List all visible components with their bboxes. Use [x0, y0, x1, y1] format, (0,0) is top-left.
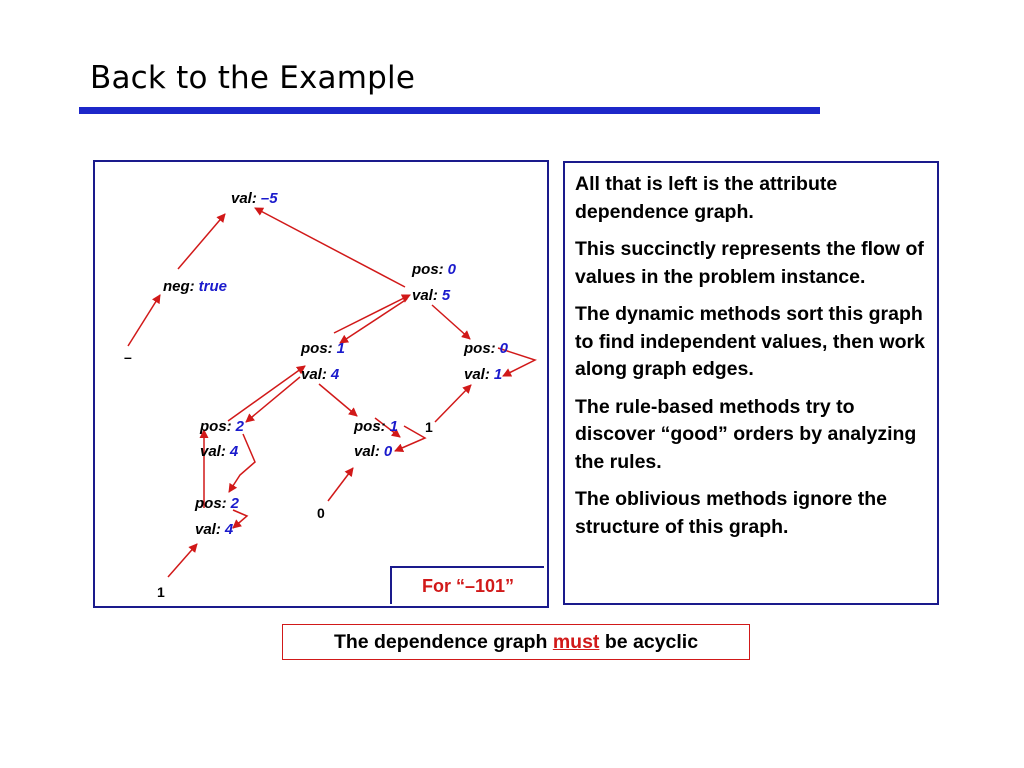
node-n2-val-key: val:	[301, 366, 327, 383]
svg-text:val:4	[301, 366, 340, 383]
edge-one-to-n6	[168, 544, 197, 577]
edge-n6-loop	[233, 510, 247, 528]
node-pos1-val4	[300, 340, 345, 383]
input-string-caption: For “–101”	[390, 566, 544, 604]
node-neg-value: true	[198, 278, 228, 295]
acyclic-note-emphasis: must	[552, 630, 600, 653]
panel-paragraph: The oblivious methods ignore the structure of this graph.	[575, 488, 888, 538]
svg-text:val:–5	[231, 190, 278, 207]
node-n6-val-value: 4	[224, 521, 234, 538]
node-pos0-val5	[411, 261, 457, 304]
node-n6-pos-value: 2	[230, 495, 240, 512]
edge-n2-to-n5pos	[319, 384, 357, 416]
acyclic-note-suffix: be acyclic	[599, 630, 699, 653]
panel-paragraph: The rule-based methods try to discover “good” orders by analyzing the rules.	[575, 395, 917, 473]
node-n4-val-key: val:	[200, 443, 226, 460]
svg-text:val:1	[464, 366, 502, 383]
edge-n5-loop	[395, 426, 425, 451]
node-n1-val-key: val:	[412, 287, 438, 304]
node-root-key: val:	[231, 190, 257, 207]
explanation-panel	[563, 161, 939, 605]
edge-n1-to-n2pos	[340, 299, 407, 343]
edge-n2-to-n1	[334, 295, 410, 333]
node-n5-val-value: 0	[383, 443, 393, 460]
node-pos1-val0	[353, 418, 398, 460]
node-n6-val-key: val:	[195, 521, 221, 538]
svg-text:pos:0	[463, 340, 509, 357]
svg-text:val:4	[195, 521, 234, 538]
node-n1-pos-key: pos:	[412, 261, 444, 278]
node-n1-pos-value: 0	[447, 261, 457, 278]
node-n5-pos-key: pos:	[354, 418, 386, 435]
terminal-zero: 0	[317, 505, 325, 521]
node-n5-val-key: val:	[354, 443, 380, 460]
node-n6-pos-key: pos:	[195, 495, 227, 512]
edge-n1-to-n3pos	[432, 305, 470, 339]
terminal-minus: –	[124, 349, 132, 365]
node-n1-val-value: 5	[441, 287, 451, 304]
svg-text:pos:2	[194, 495, 240, 512]
svg-text:val:4	[200, 443, 239, 460]
edge-n1-to-root	[255, 208, 405, 287]
graph-svg	[95, 162, 547, 606]
edge-n4-to-n2	[228, 366, 305, 421]
node-root-value: –5	[260, 190, 278, 207]
svg-text:pos:1	[300, 340, 345, 357]
svg-text:val:0	[354, 443, 393, 460]
node-n4-pos-key: pos:	[200, 418, 232, 435]
node-pos2-val4-lower	[194, 495, 240, 538]
node-n3-pos-key: pos:	[464, 340, 496, 357]
node-root	[231, 190, 278, 207]
node-n2-pos-value: 1	[336, 340, 346, 357]
acyclic-note-prefix: The dependence graph	[333, 630, 553, 653]
node-n4-val-value: 4	[229, 443, 239, 460]
panel-paragraph: The dynamic methods sort this graph to find independent values, then work along graph edges.	[575, 303, 925, 380]
graph-edges	[128, 208, 535, 577]
node-n3-val-value: 1	[493, 366, 503, 383]
node-pos0-val1	[463, 340, 509, 383]
svg-text:pos:1	[353, 418, 398, 435]
node-n4-pos-value: 2	[235, 418, 245, 435]
svg-text:pos:2	[199, 418, 245, 435]
node-neg-key: neg:	[163, 278, 195, 295]
dependence-graph-diagram	[93, 160, 549, 608]
edge-zero-to-n5	[328, 468, 353, 501]
edge-n2-to-n4pos	[246, 377, 300, 422]
terminal-one-upper: 1	[425, 419, 433, 435]
edge-neg-to-root	[178, 214, 225, 269]
edge-one-to-n3	[435, 385, 471, 422]
node-n5-pos-value: 1	[389, 418, 399, 435]
node-pos2-val4-upper	[199, 418, 245, 460]
slide-title: Back to the Example	[90, 60, 416, 96]
node-neg	[163, 278, 227, 295]
node-n3-pos-value: 0	[499, 340, 509, 357]
node-n2-pos-key: pos:	[301, 340, 333, 357]
terminal-one-lower: 1	[157, 584, 165, 600]
acyclic-note	[282, 624, 750, 660]
svg-text:neg:true	[163, 278, 227, 295]
node-n2-val-value: 4	[330, 366, 340, 383]
edge-minus-to-neg	[128, 295, 160, 346]
title-underline	[79, 107, 820, 114]
node-n3-val-key: val:	[464, 366, 490, 383]
svg-text:pos:0	[411, 261, 457, 278]
panel-paragraph: This succinctly represents the flow of values in the problem instance.	[575, 238, 924, 288]
panel-paragraph: All that is left is the attribute dependence graph.	[575, 173, 838, 223]
svg-text:val:5	[412, 287, 451, 304]
